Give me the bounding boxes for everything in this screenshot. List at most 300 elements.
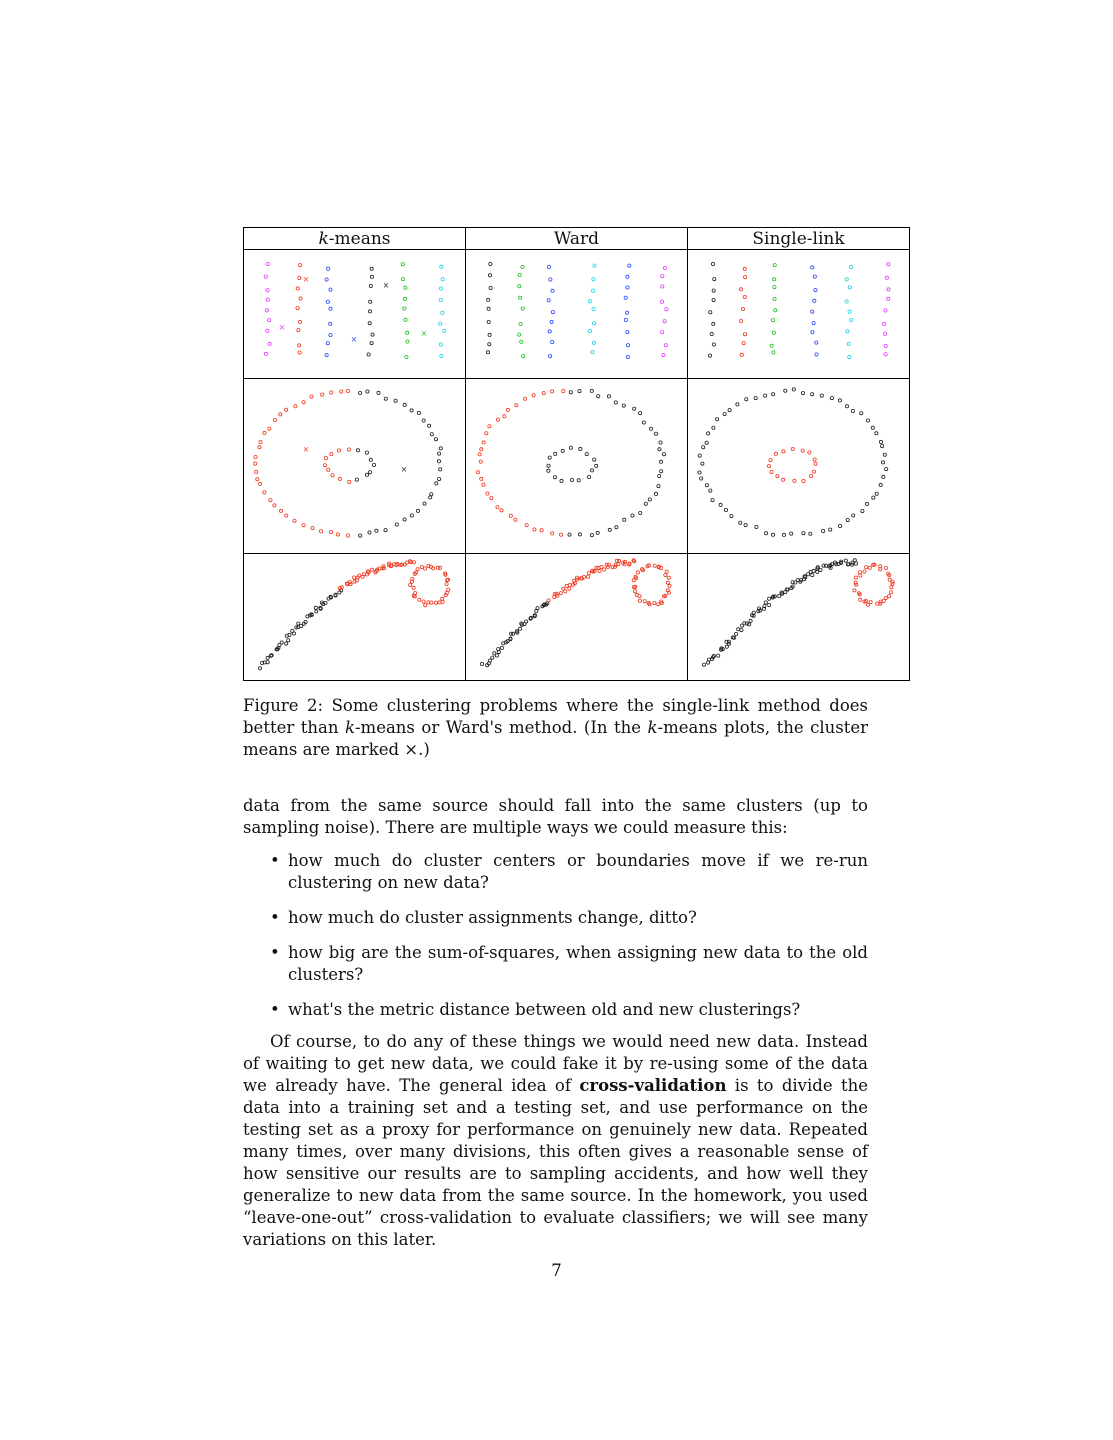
ring-point xyxy=(403,403,406,406)
inner-point xyxy=(554,452,557,455)
loop-point xyxy=(665,570,668,573)
strip-point xyxy=(406,331,409,334)
ring-point xyxy=(871,426,874,429)
strip-point xyxy=(847,342,850,345)
strip-point xyxy=(812,322,815,325)
plot-strips-kmeans xyxy=(244,250,465,378)
strip-point xyxy=(887,288,890,291)
strip-point xyxy=(367,353,370,356)
loop-point xyxy=(423,567,426,570)
strip-point xyxy=(743,267,746,270)
curve-point xyxy=(266,656,269,659)
ring-point xyxy=(506,408,509,411)
ring-point xyxy=(659,441,662,444)
loop-point xyxy=(882,599,885,602)
ring-point xyxy=(259,482,262,485)
inner-point xyxy=(369,458,372,461)
ring-point xyxy=(416,509,419,512)
ring-point xyxy=(829,528,832,531)
ring-point xyxy=(330,531,333,534)
ring-point xyxy=(311,527,314,530)
curve-point xyxy=(586,575,589,578)
inner-point xyxy=(808,451,811,454)
ring-point xyxy=(614,401,617,404)
strip-point xyxy=(811,266,814,269)
list-item: • how much do cluster assignments change, ditto? xyxy=(270,908,697,927)
curve-point xyxy=(600,565,603,568)
ring-point xyxy=(366,390,369,393)
loop-point xyxy=(439,566,442,569)
strip-point xyxy=(439,343,442,346)
strip-point xyxy=(884,309,887,312)
loop-point xyxy=(859,574,862,577)
ring-point xyxy=(654,432,657,435)
ring-point xyxy=(631,514,634,517)
strip-point xyxy=(772,331,775,334)
ring-point xyxy=(820,394,823,397)
ring-point xyxy=(523,397,526,400)
loop-point xyxy=(424,604,427,607)
curve-point xyxy=(749,619,752,622)
ring-point xyxy=(254,455,257,458)
ring-point xyxy=(866,502,869,505)
curve-point xyxy=(568,584,571,587)
ring-point xyxy=(802,532,805,535)
ring-point xyxy=(263,431,266,434)
loop-point xyxy=(865,566,868,569)
cluster-mean-marker: × xyxy=(302,275,310,284)
ring-point xyxy=(395,523,398,526)
ring-point xyxy=(648,498,651,501)
ring-point xyxy=(711,499,714,502)
plot-strips-single-link xyxy=(688,250,909,378)
strip-point xyxy=(811,331,814,334)
curve-point xyxy=(495,654,498,657)
strip-point xyxy=(266,289,269,292)
ring-point xyxy=(346,389,349,392)
curve-point xyxy=(564,590,567,593)
ring-point xyxy=(744,524,747,527)
strip-point xyxy=(664,344,667,347)
plot-rings-single-link xyxy=(688,379,909,553)
curve-point xyxy=(618,559,621,562)
strip-point xyxy=(489,262,492,265)
ring-point xyxy=(736,403,739,406)
ring-point xyxy=(417,411,420,414)
ring-point xyxy=(822,529,825,532)
strip-point xyxy=(661,331,664,334)
ring-point xyxy=(633,407,636,410)
loop-point xyxy=(441,597,444,600)
strip-point xyxy=(326,342,329,345)
loop-point xyxy=(664,574,667,577)
ring-point xyxy=(259,440,262,443)
curve-point xyxy=(702,663,705,666)
strip-point xyxy=(814,289,817,292)
list-item: • how much do cluster centers or boundaries move if we re-run clustering on new data? xyxy=(270,851,868,892)
strip-point xyxy=(404,286,407,289)
strip-point xyxy=(368,322,371,325)
ring-point xyxy=(302,524,305,527)
loop-point xyxy=(884,566,887,569)
strip-point xyxy=(325,278,328,281)
curve-point xyxy=(768,603,771,606)
ring-point xyxy=(340,390,343,393)
ring-point xyxy=(515,404,518,407)
strip-point xyxy=(772,351,775,354)
loop-point xyxy=(657,603,660,606)
ring-point xyxy=(875,492,878,495)
ring-point xyxy=(384,397,387,400)
strip-point xyxy=(774,309,777,312)
strip-point xyxy=(521,265,524,268)
ring-point xyxy=(754,397,757,400)
strip-point xyxy=(487,320,490,323)
strip-point xyxy=(591,350,594,353)
loop-point xyxy=(653,602,656,605)
strip-point xyxy=(811,310,814,313)
ring-point xyxy=(701,462,704,465)
ring-point xyxy=(273,418,276,421)
ring-point xyxy=(705,441,708,444)
strip-point xyxy=(439,287,442,290)
strip-point xyxy=(299,264,302,267)
inner-point xyxy=(782,478,785,481)
curve-point xyxy=(854,562,857,565)
ring-point xyxy=(578,533,581,536)
inner-point xyxy=(348,480,351,483)
ring-point xyxy=(568,533,571,536)
loop-point xyxy=(890,586,893,589)
strip-point xyxy=(441,278,444,281)
ring-point xyxy=(596,531,599,534)
ring-point xyxy=(724,508,727,511)
ring-point xyxy=(784,389,787,392)
strip-point xyxy=(712,343,715,346)
strip-point xyxy=(441,311,444,314)
strip-point xyxy=(518,273,521,276)
strip-point xyxy=(848,355,851,358)
ring-point xyxy=(839,524,842,527)
ring-point xyxy=(845,405,848,408)
loop-point xyxy=(441,600,444,603)
curve-point xyxy=(315,610,318,613)
strip-point xyxy=(522,355,525,358)
strip-point xyxy=(850,318,853,321)
loop-point xyxy=(447,588,450,591)
ring-point xyxy=(872,496,875,499)
strip-point xyxy=(403,307,406,310)
inner-point xyxy=(813,458,816,461)
strip-point xyxy=(848,286,851,289)
ring-point xyxy=(811,393,814,396)
strip-point xyxy=(712,299,715,302)
ring-point xyxy=(429,496,432,499)
curve-point xyxy=(314,606,317,609)
header-single-link: Single-link xyxy=(688,228,910,250)
ring-point xyxy=(881,445,884,448)
ring-point xyxy=(578,390,581,393)
strip-point xyxy=(518,285,521,288)
ring-point xyxy=(532,394,535,397)
strip-point xyxy=(712,289,715,292)
ring-point xyxy=(368,531,371,534)
ring-point xyxy=(435,482,438,485)
loop-point xyxy=(863,570,866,573)
strip-point xyxy=(882,322,885,325)
strip-point xyxy=(846,330,849,333)
loop-point xyxy=(445,582,448,585)
curve-point xyxy=(500,646,503,649)
curve-point xyxy=(816,570,819,573)
ring-point xyxy=(782,533,785,536)
ring-point xyxy=(883,453,886,456)
strip-point xyxy=(296,307,299,310)
ring-point xyxy=(712,426,715,429)
strip-point xyxy=(663,320,666,323)
bullet-icon: • xyxy=(270,943,280,962)
loop-point xyxy=(409,583,412,586)
loop-point xyxy=(636,571,639,574)
curve-point xyxy=(291,629,294,632)
clustering-figure xyxy=(243,227,910,681)
strip-point xyxy=(624,296,627,299)
strip-point xyxy=(439,322,442,325)
curve-point xyxy=(778,594,781,597)
strip-point xyxy=(551,340,554,343)
strip-point xyxy=(325,354,328,357)
ring-point xyxy=(482,441,485,444)
strip-point xyxy=(848,310,851,313)
ring-point xyxy=(660,470,663,473)
ring-point xyxy=(771,533,774,536)
ring-point xyxy=(258,446,261,449)
ring-point xyxy=(403,518,406,521)
ring-point xyxy=(860,412,863,415)
inner-point xyxy=(365,451,368,454)
list-item: • what's the metric distance between old and new clusterings? xyxy=(270,1000,801,1019)
ring-point xyxy=(438,478,441,481)
inner-point xyxy=(338,477,341,480)
strip-point xyxy=(519,322,522,325)
loop-point xyxy=(859,598,862,601)
inner-point xyxy=(595,464,598,467)
loop-point xyxy=(855,583,858,586)
ring-point xyxy=(496,506,499,509)
loop-point xyxy=(653,564,656,567)
strip-point xyxy=(266,329,269,332)
curve-point xyxy=(819,568,822,571)
strip-point xyxy=(660,300,663,303)
ring-point xyxy=(639,412,642,415)
curve-point xyxy=(811,574,814,577)
strip-point xyxy=(439,298,442,301)
inner-point xyxy=(569,446,572,449)
plot-curve-kmeans xyxy=(244,554,465,680)
curve-point xyxy=(300,624,303,627)
ring-point xyxy=(875,432,878,435)
cluster-mean-marker: × xyxy=(350,335,358,344)
ring-point xyxy=(662,453,665,456)
strip-point xyxy=(369,300,372,303)
page-number: 7 xyxy=(551,1261,562,1280)
curve-point xyxy=(519,627,522,630)
inner-point xyxy=(356,449,359,452)
inner-point xyxy=(365,473,368,476)
ring-point xyxy=(488,425,491,428)
inner-point xyxy=(547,469,550,472)
ring-point xyxy=(764,394,767,397)
ring-point xyxy=(801,392,804,395)
inner-point xyxy=(774,452,777,455)
ring-point xyxy=(879,440,882,443)
strip-point xyxy=(548,330,551,333)
ring-point xyxy=(716,418,719,421)
strip-point xyxy=(547,265,550,268)
strip-point xyxy=(265,309,268,312)
loop-point xyxy=(666,581,669,584)
ring-point xyxy=(482,483,485,486)
strip-point xyxy=(708,354,711,357)
loop-point xyxy=(869,601,872,604)
strip-point xyxy=(845,300,848,303)
strip-point xyxy=(264,352,267,355)
ring-point xyxy=(254,462,257,465)
plot-rings-ward xyxy=(466,379,687,553)
loop-point xyxy=(633,590,636,593)
strip-point xyxy=(268,342,271,345)
ring-point xyxy=(642,421,645,424)
ring-point xyxy=(705,484,708,487)
ring-point xyxy=(542,392,545,395)
ring-point xyxy=(657,485,660,488)
strip-point xyxy=(661,275,664,278)
ring-point xyxy=(428,424,431,427)
strip-point xyxy=(773,297,776,300)
ring-point xyxy=(410,409,413,412)
strip-point xyxy=(298,344,301,347)
ring-point xyxy=(439,447,442,450)
inner-point xyxy=(547,464,550,467)
ring-point xyxy=(434,438,437,441)
inner-point xyxy=(593,458,596,461)
ring-point xyxy=(730,515,733,518)
strip-point xyxy=(626,275,629,278)
ring-point xyxy=(394,399,397,402)
ring-point xyxy=(881,461,884,464)
strip-point xyxy=(488,333,491,336)
inner-point xyxy=(347,448,350,451)
loop-point xyxy=(889,591,892,594)
strip-point xyxy=(268,319,271,322)
strip-point xyxy=(770,344,773,347)
ring-point xyxy=(294,405,297,408)
ring-point xyxy=(330,391,333,394)
strip-point xyxy=(665,308,668,311)
strip-point xyxy=(370,267,373,270)
ring-point xyxy=(790,532,793,535)
ring-point xyxy=(478,453,481,456)
curve-point xyxy=(717,654,720,657)
strip-point xyxy=(884,332,887,335)
curve-point xyxy=(603,568,606,571)
strip-point xyxy=(813,275,816,278)
strip-point xyxy=(885,276,888,279)
curve-point xyxy=(512,632,515,635)
strip-point xyxy=(887,297,890,300)
curve-point xyxy=(258,667,261,670)
ring-point xyxy=(659,460,662,463)
loop-point xyxy=(643,600,646,603)
inner-point xyxy=(791,447,794,450)
curve-point xyxy=(764,601,767,604)
strip-point xyxy=(299,320,302,323)
ring-point xyxy=(422,419,425,422)
strip-point xyxy=(488,343,491,346)
strip-point xyxy=(624,318,627,321)
strip-point xyxy=(327,267,330,270)
loop-point xyxy=(412,586,415,589)
inner-point xyxy=(553,476,556,479)
ring-point xyxy=(551,532,554,535)
strip-point xyxy=(815,341,818,344)
strip-point xyxy=(371,333,374,336)
ring-point xyxy=(302,401,305,404)
ring-point xyxy=(480,477,483,480)
strip-point xyxy=(626,331,629,334)
ring-point xyxy=(590,534,593,537)
inner-point xyxy=(355,478,358,481)
curve-point xyxy=(297,622,300,625)
loop-point xyxy=(879,565,882,568)
ring-point xyxy=(377,391,380,394)
strip-point xyxy=(711,262,714,265)
inner-point xyxy=(585,453,588,456)
ring-point xyxy=(533,528,536,531)
strip-point xyxy=(739,288,742,291)
plot-curve-single-link xyxy=(688,554,909,680)
ring-point xyxy=(476,471,479,474)
ring-point xyxy=(698,471,701,474)
ring-point xyxy=(319,530,322,533)
inner-point xyxy=(802,479,805,482)
strip-point xyxy=(663,266,666,269)
strip-point xyxy=(440,265,443,268)
ring-point xyxy=(569,391,572,394)
strip-point xyxy=(298,351,301,354)
ring-point xyxy=(852,514,855,517)
inner-point xyxy=(327,468,330,471)
ring-point xyxy=(562,390,565,393)
ring-point xyxy=(702,446,705,449)
strip-point xyxy=(626,355,629,358)
bullet-icon: • xyxy=(270,1000,280,1019)
strip-point xyxy=(487,307,490,310)
strip-point xyxy=(329,333,332,336)
curve-point xyxy=(480,662,483,665)
strip-point xyxy=(710,332,713,335)
cluster-mean-marker: × xyxy=(382,281,390,290)
loop-point xyxy=(438,601,441,604)
ring-point xyxy=(269,499,272,502)
ring-point xyxy=(384,529,387,532)
strip-point xyxy=(266,298,269,301)
curve-point xyxy=(844,559,847,562)
strip-point xyxy=(370,275,373,278)
loop-point xyxy=(635,593,638,596)
loop-point xyxy=(866,603,869,606)
ring-point xyxy=(430,493,433,496)
